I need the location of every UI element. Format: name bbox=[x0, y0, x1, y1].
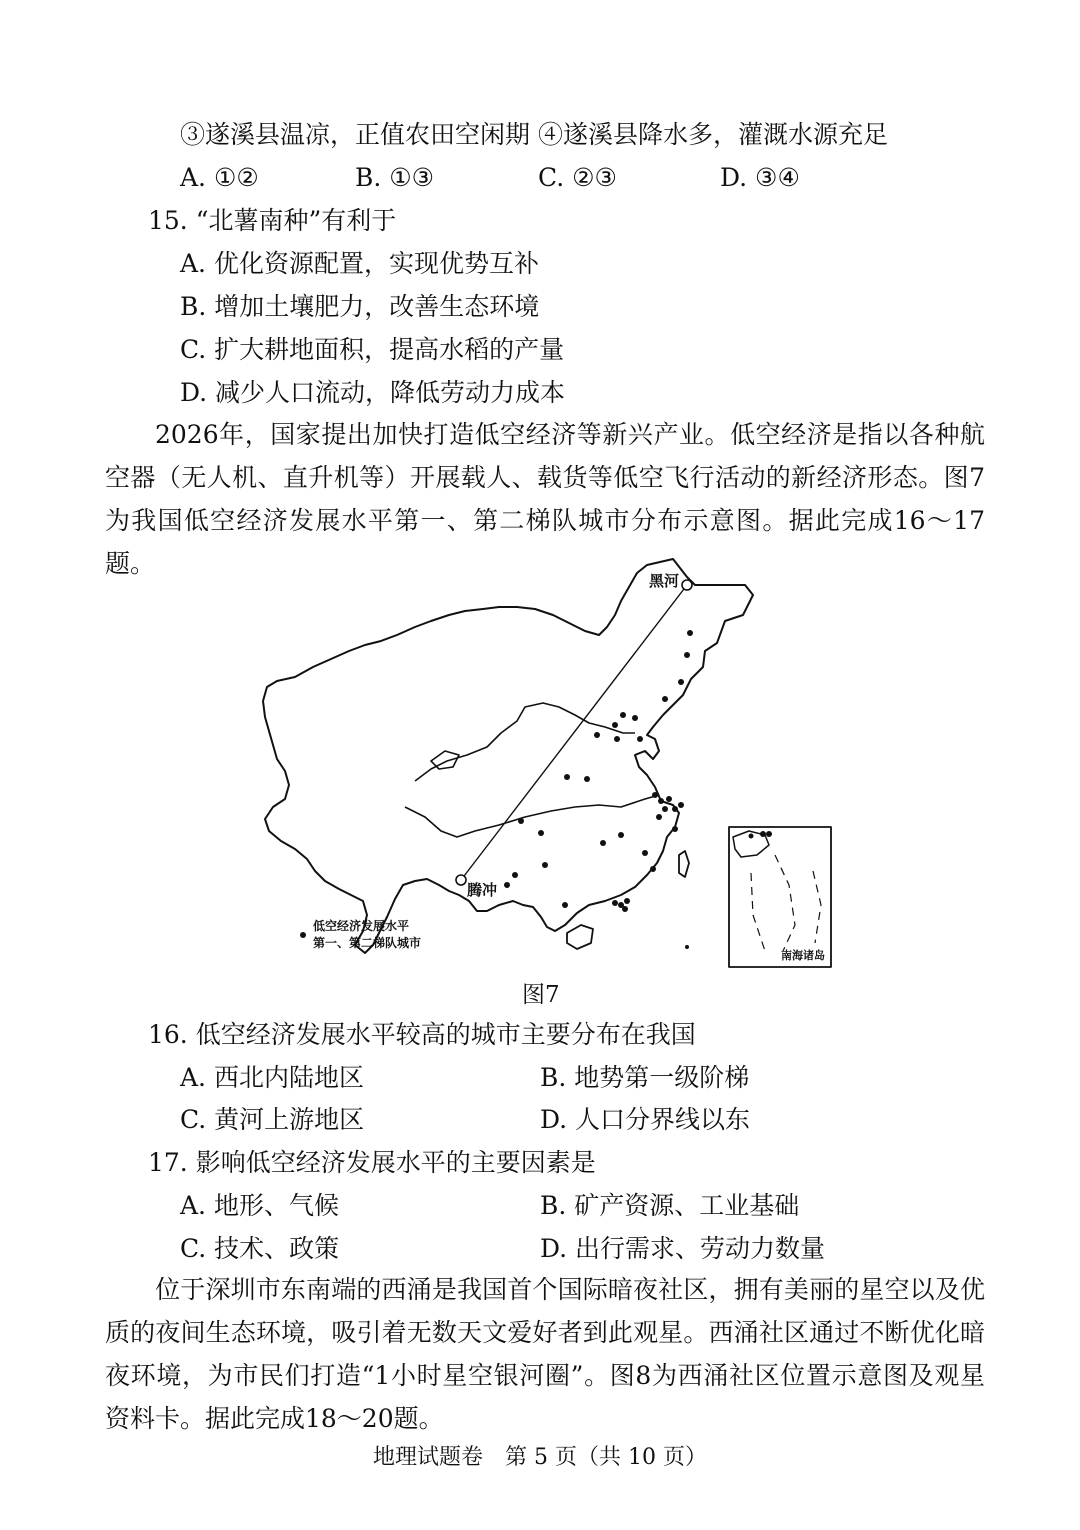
q16-option-b: B. 地势第一级阶梯 bbox=[540, 1063, 750, 1092]
legend-dot bbox=[300, 932, 306, 938]
city-dot bbox=[614, 736, 620, 742]
city-dot bbox=[656, 814, 662, 820]
q15-option-d: D. 减少人口流动，降低劳动力成本 bbox=[180, 378, 566, 407]
city-dot bbox=[687, 630, 693, 636]
city-dot bbox=[658, 798, 664, 804]
q16-option-a: A. 西北内陆地区 bbox=[180, 1063, 364, 1092]
q15-option-a: A. 优化资源配置，实现优势互补 bbox=[180, 249, 539, 278]
city-dot bbox=[650, 866, 656, 872]
heihe-marker bbox=[682, 580, 692, 590]
inset-label: 南海诸岛 bbox=[781, 949, 825, 962]
q15-option-c: C. 扩大耕地面积，提高水稻的产量 bbox=[180, 335, 565, 364]
city-dot bbox=[538, 830, 544, 836]
q15-stem: 15. “北薯南种”有利于 bbox=[148, 206, 397, 235]
q17-stem: 17. 影响低空经济发展水平的主要因素是 bbox=[148, 1148, 596, 1177]
q16-stem: 16. 低空经济发展水平较高的城市主要分布在我国 bbox=[148, 1020, 696, 1049]
hainan-island bbox=[567, 925, 593, 949]
q14-statements: ③遂溪县温凉，正值农田空闲期 ④遂溪县降水多，灌溉水源充足 bbox=[180, 120, 888, 149]
q15-option-b: B. 增加土壤肥力，改善生态环境 bbox=[180, 292, 540, 321]
legend-line2: 第一、第二梯队城市 bbox=[313, 936, 422, 950]
city-dot bbox=[672, 826, 678, 832]
city-dot bbox=[685, 945, 689, 949]
city-dot bbox=[584, 776, 590, 782]
city-dot bbox=[564, 774, 570, 780]
city-dot bbox=[624, 898, 630, 904]
city-dot bbox=[600, 840, 606, 846]
q17-option-d: D. 出行需求、劳动力数量 bbox=[540, 1234, 826, 1263]
figure-7-caption: 图7 bbox=[522, 982, 560, 1008]
city-dot bbox=[504, 882, 510, 888]
qinghai-lake bbox=[431, 751, 459, 769]
intro-18-20-text: 位于深圳市东南端的西涌是我国首个国际暗夜社区，拥有美丽的星空以及优质的夜间生态环境，吸引着无数天文爱好者到此观星。西涌社区通过不断优化暗夜环境，为市民们打造“1小时星空银河圈”。图8为西涌社区位置示意图及观星资料卡。据此完成18～20题。 bbox=[105, 1275, 985, 1433]
city-dots bbox=[504, 630, 772, 949]
taiwan-island bbox=[679, 851, 689, 877]
city-dot bbox=[678, 679, 684, 685]
city-dot bbox=[749, 834, 754, 839]
legend-line1: 低空经济发展水平 bbox=[313, 919, 410, 933]
hu-line bbox=[461, 585, 687, 880]
q16-option-d: D. 人口分界线以东 bbox=[540, 1105, 751, 1134]
q17-option-a: A. 地形、气候 bbox=[180, 1191, 339, 1220]
city-dot bbox=[662, 806, 668, 812]
city-dot bbox=[620, 712, 626, 718]
south-sea-inset bbox=[729, 827, 831, 967]
city-dot bbox=[642, 850, 648, 856]
city-dot bbox=[652, 792, 658, 798]
city-dot bbox=[518, 818, 524, 824]
q16-option-c: C. 黄河上游地区 bbox=[180, 1105, 365, 1134]
city-dot bbox=[662, 696, 668, 702]
city-dot bbox=[512, 872, 518, 878]
heihe-label: 黑河 bbox=[649, 572, 680, 590]
city-dot bbox=[672, 806, 678, 812]
q17-option-b: B. 矿产资源、工业基础 bbox=[540, 1191, 800, 1220]
intro-18-20 bbox=[105, 1268, 985, 1440]
city-dot bbox=[612, 900, 618, 906]
q14-option-a: A. ①② bbox=[180, 163, 259, 192]
city-dot bbox=[766, 831, 772, 837]
q14-option-d: D. ③④ bbox=[720, 163, 800, 192]
city-dot bbox=[678, 802, 684, 808]
page-footer: 地理试题卷 第 5 页（共 10 页） bbox=[373, 1445, 707, 1470]
city-dot bbox=[637, 736, 643, 742]
china-map-figure bbox=[255, 555, 835, 975]
tengchong-label: 腾冲 bbox=[467, 881, 498, 899]
city-dot bbox=[632, 715, 638, 721]
city-dot bbox=[594, 732, 600, 738]
yellow-river bbox=[415, 703, 635, 781]
city-dot bbox=[622, 906, 628, 912]
city-dot bbox=[760, 831, 766, 837]
china-outline bbox=[263, 559, 753, 953]
city-dot bbox=[684, 652, 690, 658]
q14-option-c: C. ②③ bbox=[538, 163, 617, 192]
city-dot bbox=[666, 796, 672, 802]
city-dot bbox=[618, 832, 624, 838]
tengchong-marker bbox=[456, 875, 466, 885]
yangtze-river bbox=[405, 795, 659, 837]
q14-option-b: B. ①③ bbox=[355, 163, 435, 192]
city-dot bbox=[562, 902, 568, 908]
intro-16-17-text: 2026年，国家提出加快打造低空经济等新兴产业。低空经济是指以各种航空器（无人机、直升机等）开展载人、载货等低空飞行活动的新经济形态。图7为我国低空经济发展水平第一、第二梯队城市分布示意图。据此完成16～17题。 bbox=[105, 420, 985, 578]
q17-option-c: C. 技术、政策 bbox=[180, 1234, 340, 1263]
city-dot bbox=[612, 722, 618, 728]
city-dot bbox=[542, 862, 548, 868]
